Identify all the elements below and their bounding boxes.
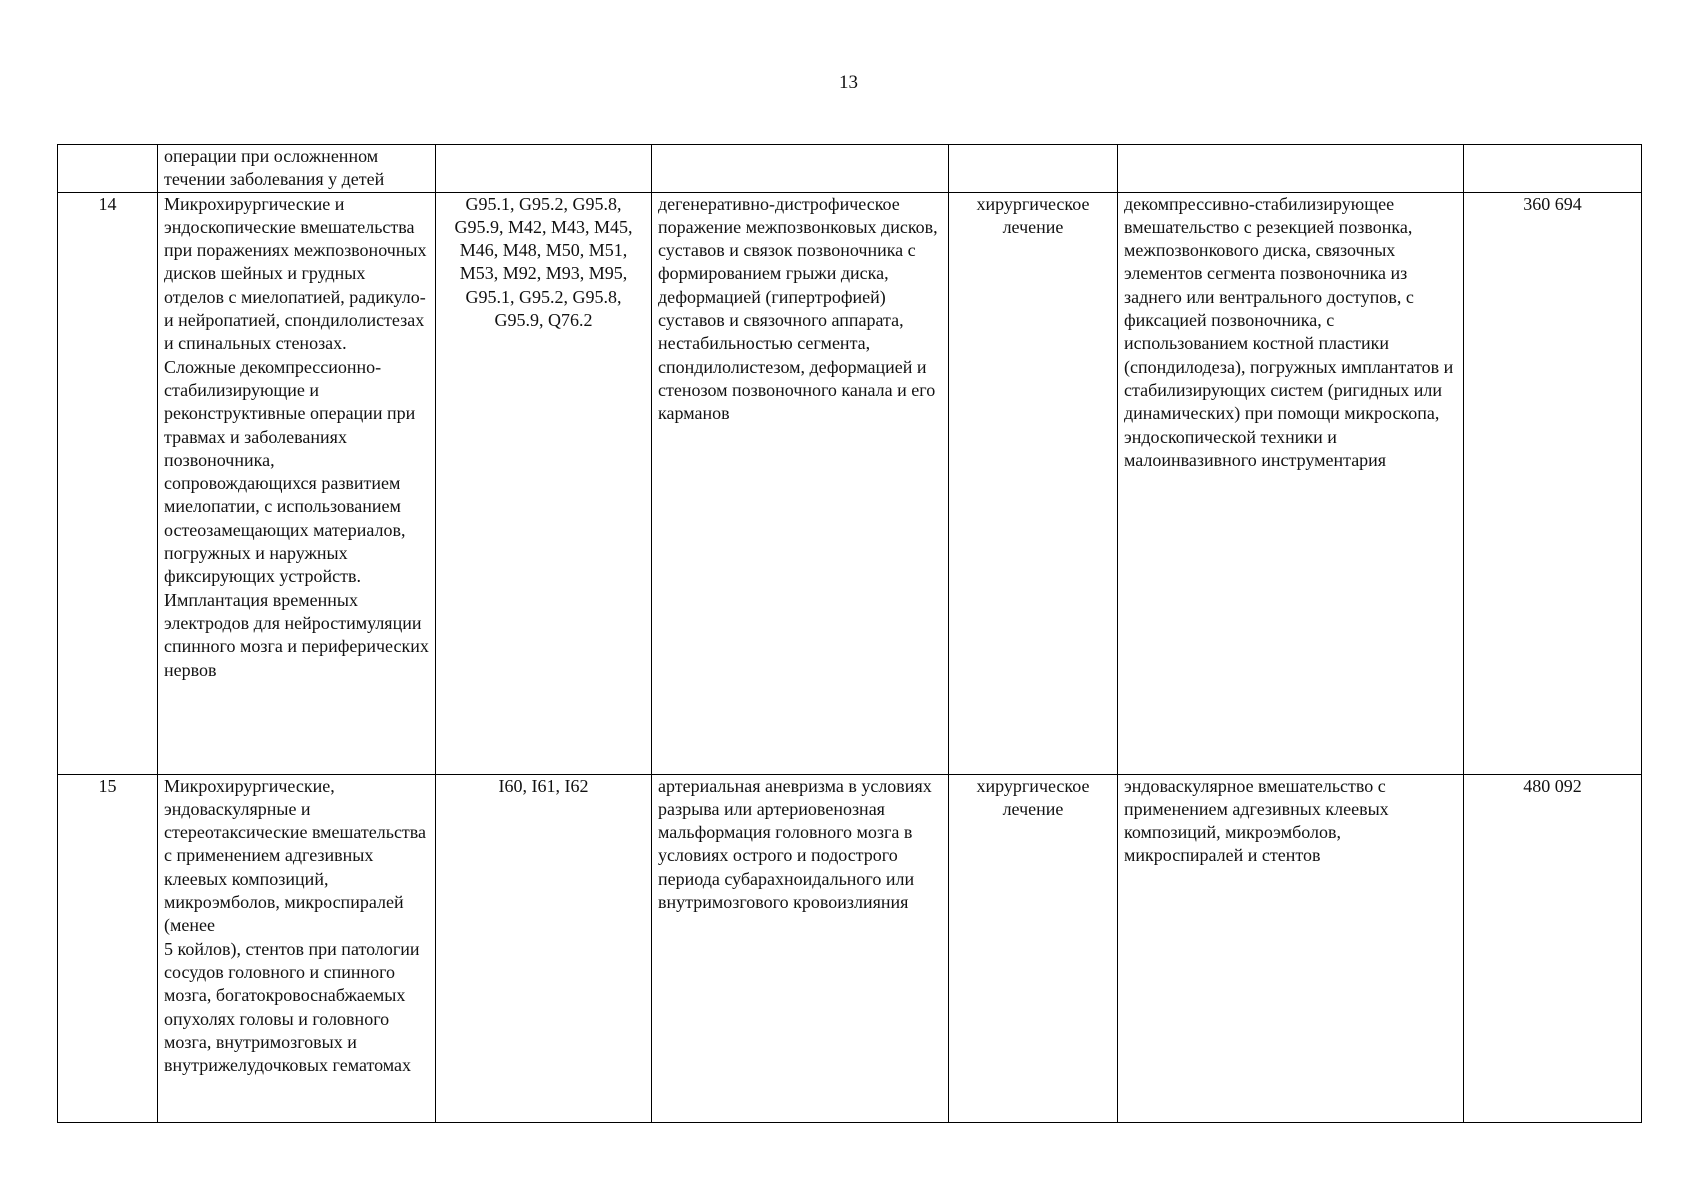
page-number: 13: [839, 72, 858, 93]
icd-codes-cell: [436, 145, 652, 193]
treatment-method-cell: декомпрессивно-стабилизирующее вмешательство с резекцией позвонка, межпозвонкового диска, связочных элементов сегмента позвоночника из заднего или вентрального доступов, с фиксацией позвоночника, с использованием костной пластики (спондилодеза), погружных имплантатов и стабилизирующих систем (ригидных или динамических) при помощи микроскопа, эндоскопической техники и малоинвазивного инструментария: [1118, 192, 1464, 774]
care-name-cell: Микрохирургические, эндоваскулярные и стереотаксические вмешательства с применением адгезивных клеевых композиций, микроэмболов, микроспиралей (менее 5 койлов), стентов при патологии сосудов головного и спинного мозга, богатокровоснабжаемых опухолях головы и головного мозга, внутримозговых и внутрижелудочковых гематомах: [158, 774, 436, 1122]
table-row: [58, 774, 1642, 1122]
table-row: [58, 145, 1642, 193]
diagnosis-cell: артериальная аневризма в условиях разрыва или артериовенозная мальформация головного мозга в условиях острого и подострого периода субарахноидального или внутримозгового кровоизлияния: [652, 774, 949, 1122]
table-row: [58, 192, 1642, 774]
cost-cell: 360 694: [1464, 192, 1642, 774]
icd-codes-cell: G95.1, G95.2, G95.8, G95.9, M42, M43, M45, M46, M48, M50, M51, M53, M92, M93, M95, G95.1, G95.2, G95.8, G95.9, Q76.2: [436, 192, 652, 774]
row-number-cell: [58, 145, 158, 193]
icd-codes-cell: I60, I61, I62: [436, 774, 652, 1122]
care-name-cell: Микрохирургические и эндоскопические вмешательства при поражениях межпозвоночных дисков шейных и грудных отделов с миелопатией, радикуло- и нейропатией, спондилолистезах и спинальных стенозах. Сложные декомпрессионно-стабилизирующие и реконструктивные операции при травмах и заболеваниях позвоночника, сопровождающихся развитием миелопатии, с использованием остеозамещающих материалов, погружных и наружных фиксирующих устройств. Имплантация временных электродов для нейростимуляции спинного мозга и периферических нервов: [158, 192, 436, 774]
treatment-type-cell: хирургическое лечение: [949, 774, 1118, 1122]
row-number-cell: 15: [58, 774, 158, 1122]
diagnosis-cell: дегенеративно-дистрофическое поражение межпозвонковых дисков, суставов и связок позвоночника с формированием грыжи диска, деформацией (гипертрофией) суставов и связочного аппарата, нестабильностью сегмента, спондилолистезом, деформацией и стенозом позвоночного канала и его карманов: [652, 192, 949, 774]
medical-care-table: [57, 144, 1642, 1123]
treatment-type-cell: [949, 145, 1118, 193]
treatment-type-cell: хирургическое лечение: [949, 192, 1118, 774]
diagnosis-cell: [652, 145, 949, 193]
care-name-cell: операции при осложненном течении заболевания у детей: [158, 145, 436, 193]
cost-cell: 480 092: [1464, 774, 1642, 1122]
cost-cell: [1464, 145, 1642, 193]
row-number-cell: 14: [58, 192, 158, 774]
treatment-method-cell: [1118, 145, 1464, 193]
treatment-method-cell: эндоваскулярное вмешательство с применением адгезивных клеевых композиций, микроэмболов, микроспиралей и стентов: [1118, 774, 1464, 1122]
